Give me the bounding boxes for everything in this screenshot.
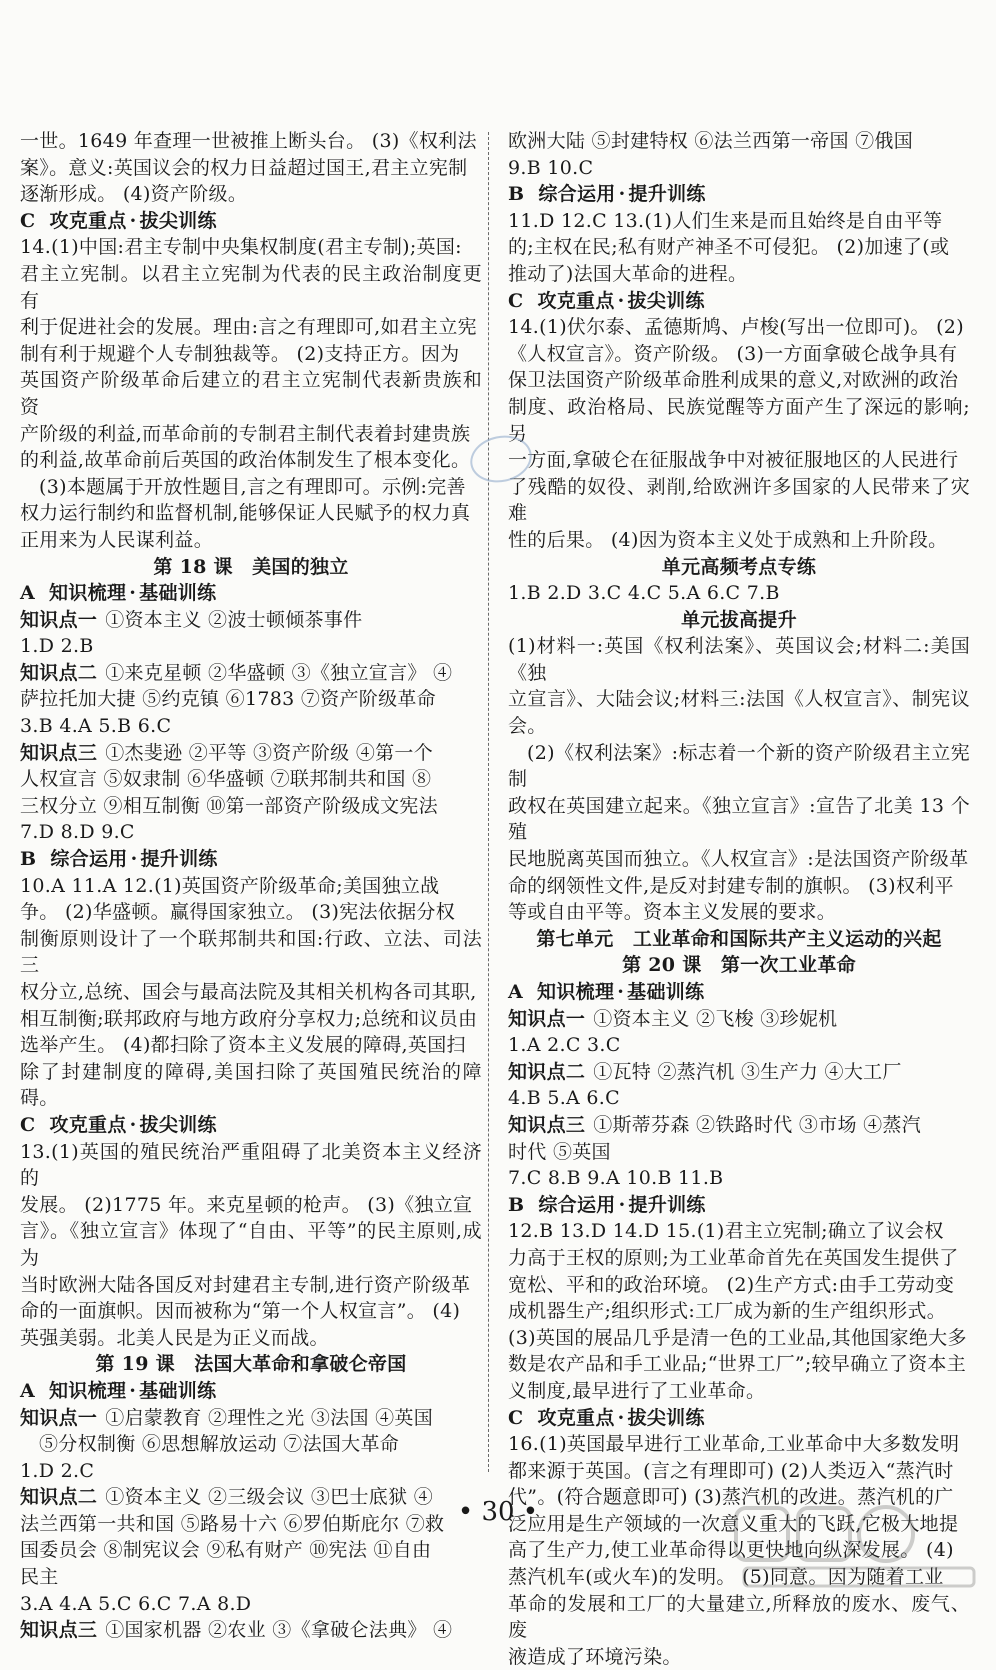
- answer-line: [20, 633, 482, 660]
- answer-text: 泛应用是生产领域的一次意义重大的飞跃,它极大地提: [508, 1512, 959, 1535]
- answer-text: ①资本主义 ②三级会议 ③巴士底狱 ④: [105, 1486, 434, 1509]
- section-bullet: ·: [129, 1379, 137, 1402]
- section-subtitle: 拔尖训练: [139, 209, 217, 232]
- section-letter: A: [508, 981, 524, 1003]
- answer-text: ①斯蒂芬森 ②铁路时代 ③市场 ④蒸汽: [593, 1113, 922, 1136]
- answer-line: [508, 1378, 970, 1405]
- answer-text: 案》。意义:英国议会的权力日益超过国王,君主立宪制: [20, 156, 468, 179]
- section-header: [20, 208, 482, 235]
- section-subtitle: 拔尖训练: [627, 1406, 705, 1429]
- section-letter: C: [20, 1113, 36, 1136]
- answer-text: 利于促进社会的发展。理由:言之有理即可,如君主立宪: [20, 316, 477, 339]
- answer-text: 代”。(符合题意即可) (3)蒸汽机的改进。蒸汽机的广: [508, 1486, 954, 1509]
- answer-text: 一方面,拿破仑在征服战争中对被征服地区的人民进行: [508, 449, 959, 472]
- knowledge-point-label: 知识点二: [20, 661, 98, 684]
- lesson-heading: 第 18 课 美国的独立: [153, 555, 349, 578]
- lesson-heading: 单元拔高提升: [681, 608, 797, 631]
- answer-text: 政权在英国建立起来。《独立宣言》:宣告了北美 13 个殖: [508, 794, 970, 844]
- answer-text: 9.B 10.C: [508, 156, 594, 179]
- section-subtitle: 基础训练: [139, 582, 217, 605]
- answer-text: 12.B 13.D 14.D 15.(1)君主立宪制;确立了议会权: [508, 1220, 944, 1243]
- answer-line: [20, 1591, 482, 1618]
- answer-text: 1.B 2.D 3.C 4.C 5.A 6.C 7.B: [508, 582, 780, 605]
- section-subtitle: 提升训练: [628, 183, 706, 206]
- answer-line: [20, 740, 482, 767]
- answer-line: [508, 1218, 970, 1245]
- answer-text: 1.D 2.B: [20, 635, 94, 658]
- section-header: [20, 1112, 482, 1139]
- answer-text: 7.D 8.D 9.C: [20, 821, 135, 844]
- answer-line: [508, 1245, 970, 1272]
- answer-text: 7.C 8.B 9.A 10.B 11.B: [508, 1167, 724, 1190]
- section-title: 攻克重点: [49, 1113, 127, 1136]
- answer-text: 的利益,故革命前后英国的政治体制发生了根本变化。: [20, 449, 471, 472]
- answer-text: 命的纲领性文件,是反对封建专制的旗帜。 (3)权利平: [508, 874, 954, 897]
- answer-text: 性的后果。 (4)因为资本主义处于成熟和上升阶段。: [508, 528, 948, 551]
- section-header: [20, 846, 482, 873]
- section-subtitle: 拔尖训练: [627, 289, 705, 312]
- answer-line: [508, 1431, 970, 1458]
- answer-line: [20, 713, 482, 740]
- answer-text: 液造成了环境污染。: [508, 1645, 682, 1668]
- answer-text: 1.D 2.C: [20, 1459, 95, 1482]
- answer-line: [20, 261, 482, 314]
- section-bullet: ·: [129, 1113, 137, 1136]
- section-subtitle: 基础训练: [627, 981, 705, 1003]
- answer-text: 革命的发展和工厂的大量建立,所释放的废水、废气、废: [508, 1592, 970, 1642]
- answer-text: 《人权宣言》。资产阶级。 (3)一方面拿破仑战争具有: [508, 342, 958, 365]
- answer-line: [20, 155, 482, 182]
- answer-line: [20, 341, 482, 368]
- answer-line: [20, 421, 482, 448]
- answer-text: 1.A 2.C 3.C: [508, 1034, 621, 1057]
- answer-text: (3)英国的展品几乎是清一色的工业品,其他国家绝大多: [508, 1326, 967, 1349]
- answer-text: ①来克星顿 ②华盛顿 ③《独立宣言》 ④: [105, 661, 453, 684]
- answer-line: [20, 1192, 482, 1219]
- section-letter: A: [20, 582, 36, 605]
- answer-text: 高了生产力,使工业革命得以更快地向纵深发展。 (4): [508, 1539, 954, 1562]
- answer-line: [20, 926, 482, 979]
- section-title: 攻克重点: [537, 1406, 615, 1429]
- answer-text: 数是农产品和手工业品;“世界工厂”;较早确立了资本主: [508, 1353, 967, 1376]
- answer-text: 11.D 12.C 13.(1)人们生来是而且始终是自由平等: [508, 209, 943, 232]
- answer-text: 4.B 5.A 6.C: [508, 1087, 620, 1110]
- section-letter: C: [508, 289, 524, 312]
- answer-text: ①国家机器 ②农业 ③《拿破仑法典》 ④: [105, 1619, 453, 1642]
- answer-line: [20, 1537, 482, 1564]
- answer-text: 宽松、平和的政治环境。 (2)生产方式:由手工劳动变: [508, 1273, 955, 1296]
- section-subtitle: 基础训练: [139, 1379, 217, 1402]
- answer-text: 人权宣言 ⑤奴隶制 ⑥华盛顿 ⑦联邦制共和国 ⑧: [20, 768, 432, 791]
- knowledge-point-label: 知识点三: [20, 741, 98, 764]
- answer-text: 时代 ⑤英国: [508, 1140, 611, 1163]
- knowledge-point-label: 知识点三: [508, 1113, 586, 1136]
- answer-text: 推动了)法国大革命的进程。: [508, 262, 748, 285]
- answer-line: [20, 607, 482, 634]
- answer-text: 力高于王权的原则;为工业革命首先在英国发生提供了: [508, 1246, 959, 1269]
- section-title: 综合运用: [50, 848, 128, 871]
- section-bullet: ·: [618, 1193, 626, 1216]
- knowledge-point-label: 知识点二: [20, 1486, 98, 1509]
- answer-line: [508, 234, 970, 261]
- answer-text: 萨拉托加大捷 ⑤约克镇 ⑥1783 ⑦资产阶级革命: [20, 688, 436, 711]
- answer-line: [508, 1112, 970, 1139]
- answer-line: [508, 1006, 970, 1033]
- answer-text: (3)本题属于开放性题目,言之有理即可。示例:完善: [39, 475, 466, 498]
- knowledge-point-label: 知识点三: [20, 1619, 98, 1642]
- answer-text: (2)《权利法案》:标志着一个新的资产阶级君主立宪制: [508, 741, 970, 791]
- answer-line: [508, 899, 970, 926]
- answer-line: [20, 1218, 482, 1271]
- answer-line: [508, 1351, 970, 1378]
- answer-text: 当时欧洲大陆各国反对封建君主专制,进行资产阶级革: [20, 1273, 471, 1296]
- answer-line: [20, 367, 482, 420]
- answer-line: [508, 740, 970, 793]
- answer-line: [508, 793, 970, 846]
- answer-line: [508, 1059, 970, 1086]
- answer-line: [508, 873, 970, 900]
- answer-line: [20, 527, 482, 554]
- answer-line: [508, 394, 970, 447]
- answer-text: 制度、政治格局、民族觉醒等方面产生了深远的影响;另: [508, 395, 970, 445]
- answer-line: [508, 1458, 970, 1485]
- section-title: 综合运用: [538, 183, 616, 206]
- section-subtitle: 提升训练: [140, 848, 218, 871]
- answer-line: [20, 979, 482, 1006]
- answer-text: 立宣言》、大陆会议;材料三:法国《人权宣言》、制宪议会。: [508, 688, 970, 738]
- answer-text: 相互制衡;联邦政府与地方政府分享权力;总统和议员由: [20, 1007, 478, 1030]
- answer-text: ①资本主义 ②飞梭 ③珍妮机: [593, 1007, 838, 1030]
- answer-line: [20, 314, 482, 341]
- answer-text: 除了封建制度的障碍,美国扫除了英国殖民统治的障碍。: [20, 1060, 482, 1110]
- answer-line: [20, 1431, 482, 1458]
- answer-text: 3.B 4.A 5.B 6.C: [20, 715, 172, 738]
- section-letter: B: [508, 183, 525, 206]
- answer-line: [508, 846, 970, 873]
- section-header: [508, 1192, 970, 1219]
- answer-line: [20, 234, 482, 261]
- answer-text: 等或自由平等。资本主义发展的要求。: [508, 901, 837, 924]
- answer-line: [508, 261, 970, 288]
- lesson-heading: 单元高频考点专练: [661, 555, 817, 578]
- answer-text: 英国资产阶级革命后建立的君主立宪制代表新贵族和资: [20, 369, 482, 418]
- answer-line: [508, 686, 970, 739]
- section-title: 攻克重点: [49, 209, 127, 232]
- answer-line: [508, 1032, 970, 1059]
- answer-line: [508, 1325, 970, 1352]
- section-bullet: ·: [129, 209, 137, 232]
- answer-line: [20, 793, 482, 820]
- answer-line: [20, 1272, 482, 1299]
- knowledge-point-label: 知识点一: [20, 608, 98, 631]
- answer-line: [508, 1165, 970, 1192]
- answer-line: [20, 1564, 482, 1591]
- answer-line: [20, 1405, 482, 1432]
- answer-text: ⑤分权制衡 ⑥思想解放运动 ⑦法国大革命: [39, 1433, 400, 1456]
- answer-line: [20, 660, 482, 687]
- answer-line: [508, 474, 970, 527]
- answer-text: 三权分立 ⑨相互制衡 ⑩第一部资产阶级成文宪法: [20, 794, 438, 817]
- answer-line: [20, 500, 482, 527]
- section-header: [508, 288, 970, 315]
- answer-text: 制衡原则设计了一个联邦制共和国:行政、立法、司法三: [20, 927, 482, 977]
- answer-text: 命的一面旗帜。因而被称为“第一个人权宣言”。 (4): [20, 1300, 461, 1323]
- knowledge-point-label: 知识点一: [508, 1007, 586, 1030]
- lesson-heading: 第 20 课 第一次工业革命: [622, 954, 856, 977]
- knowledge-point-label: 知识点一: [20, 1406, 98, 1429]
- answer-line: [508, 314, 970, 341]
- answer-line: [508, 367, 970, 394]
- answer-text: 制有利于规避个人专制独裁等。 (2)支持正方。因为: [20, 342, 460, 365]
- answer-text: 权力运行制约和监督机制,能够保证人民赋予的权力真: [20, 502, 471, 525]
- answer-text: 选举产生。 (4)都扫除了资本主义发展的障碍,英国扫: [20, 1034, 466, 1057]
- answer-line: [508, 155, 970, 182]
- answer-line: [20, 766, 482, 793]
- right-column: [508, 128, 970, 1670]
- answer-text: 都来源于英国。(言之有理即可) (2)人类迈入“蒸汽时: [508, 1459, 954, 1482]
- answer-line: [20, 181, 482, 208]
- answer-text: 言》。《独立宣言》体现了“自由、平等”的民主原则,成为: [20, 1220, 482, 1269]
- section-title: 知识梳理: [537, 981, 615, 1003]
- answer-text: 10.A 11.A 12.(1)英国资产阶级革命;美国独立战: [20, 874, 440, 897]
- answer-line: [20, 819, 482, 846]
- section-header: [508, 181, 970, 208]
- answer-line: [20, 1139, 482, 1192]
- lesson-heading: 第 19 课 法国大革命和拿破仑帝国: [95, 1353, 407, 1376]
- answer-line: [20, 873, 482, 900]
- section-subtitle: 拔尖训练: [139, 1113, 217, 1136]
- page-number: • 30 •: [457, 1497, 539, 1527]
- answer-text: 逐渐形成。 (4)资产阶级。: [20, 183, 248, 206]
- answer-text: 权分立,总统、国会与最高法院及其相关机构各司其职,: [20, 981, 477, 1003]
- answer-text: 义制度,最早进行了工业革命。: [508, 1379, 766, 1402]
- answer-line: [508, 1272, 970, 1299]
- answer-line: [508, 1298, 970, 1325]
- answer-text: 产阶级的利益,而革命前的专制君主制代表着封建贵族: [20, 422, 471, 445]
- answer-text: 3.A 4.A 5.C 6.C 7.A 8.D: [20, 1592, 252, 1615]
- answer-text: 一世。1649 年查理一世被推上断头台。 (3)《权利法: [20, 130, 477, 152]
- section-header: [508, 1405, 970, 1432]
- answer-line: [20, 1617, 482, 1644]
- answer-text: (1)材料一:英国《权利法案》、英国议会;材料二:美国《独: [508, 635, 970, 684]
- answer-text: 16.(1)英国最早进行工业革命,工业革命中大多数发明: [508, 1433, 960, 1456]
- answer-line: [20, 1032, 482, 1059]
- answer-line: [20, 1325, 482, 1352]
- answer-text: ①杰斐逊 ②平等 ③资产阶级 ④第一个: [105, 741, 434, 764]
- answer-line: [508, 1139, 970, 1166]
- answer-line: [508, 527, 970, 554]
- answer-line: [20, 474, 482, 501]
- answer-text: 民地脱离英国而独立。《人权宣言》:是法国资产阶级革: [508, 848, 969, 871]
- answer-line: [508, 1644, 970, 1670]
- section-bullet: ·: [618, 183, 626, 206]
- section-bullet: ·: [617, 981, 625, 1003]
- answer-text: 法兰西第一共和国 ⑤路易十六 ⑥罗伯斯庇尔 ⑦救: [20, 1512, 445, 1535]
- answer-line: [508, 580, 970, 607]
- answer-line: [508, 633, 970, 686]
- answer-line: [508, 208, 970, 235]
- section-letter: C: [20, 209, 36, 232]
- answer-text: 14.(1)伏尔泰、孟德斯鸠、卢梭(写出一位即可)。 (2): [508, 316, 964, 339]
- section-subtitle: 提升训练: [628, 1193, 706, 1216]
- answer-text: 13.(1)英国的殖民统治严重阻碍了北美资本主义经济的: [20, 1140, 482, 1190]
- section-title: 综合运用: [538, 1193, 616, 1216]
- answer-line: [508, 1085, 970, 1112]
- answer-text: 欧洲大陆 ⑤封建特权 ⑥法兰西第一帝国 ⑦俄国: [508, 130, 914, 152]
- answer-text: 争。 (2)华盛顿。赢得国家独立。 (3)宪法依据分权: [20, 901, 456, 924]
- answer-line: [20, 128, 482, 155]
- answer-text: 14.(1)中国:君主专制中央集权制度(君主专制);英国:: [20, 236, 462, 259]
- section-letter: A: [20, 1379, 36, 1402]
- answer-line: [20, 1458, 482, 1485]
- section-title: 攻克重点: [537, 289, 615, 312]
- section-header: [508, 979, 970, 1006]
- answer-text: 发展。 (2)1775 年。来克星顿的枪声。 (3)《独立宣: [20, 1193, 473, 1216]
- knowledge-point-label: 知识点二: [508, 1060, 586, 1083]
- answer-text: ①启蒙教育 ②理性之光 ③法国 ④英国: [105, 1406, 434, 1429]
- answer-text: 成机器生产;组织形式:工厂成为新的生产组织形式。: [508, 1300, 947, 1323]
- answer-text: 民主: [20, 1566, 59, 1589]
- answer-line: [508, 341, 970, 368]
- section-bullet: ·: [129, 582, 137, 605]
- answer-text: 君主立宪制。以君主立宪制为代表的民主政治制度更有: [20, 262, 482, 312]
- section-letter: B: [20, 848, 37, 871]
- section-letter: B: [508, 1193, 525, 1216]
- section-letter: C: [508, 1406, 524, 1429]
- left-column: [20, 128, 482, 1644]
- answer-line: [508, 128, 970, 155]
- section-bullet: ·: [617, 1406, 625, 1429]
- answer-text: 国委员会 ⑧制宪议会 ⑨私有财产 ⑩宪法 ⑪自由: [20, 1539, 432, 1562]
- lesson-heading: 第七单元 工业革命和国际共产主义运动的兴起: [536, 927, 942, 950]
- answer-line: [20, 1006, 482, 1033]
- answer-line: [20, 1059, 482, 1112]
- answer-line: [508, 447, 970, 474]
- column-divider: [488, 132, 489, 1472]
- answer-text: ①瓦特 ②蒸汽机 ③生产力 ④大工厂: [593, 1060, 902, 1083]
- section-title: 知识梳理: [49, 582, 127, 605]
- section-header: [20, 1378, 482, 1405]
- answer-text: 正用来为人民谋利益。: [20, 528, 214, 551]
- answer-text: ①资本主义 ②波士顿倾茶事件: [105, 608, 363, 631]
- section-bullet: ·: [130, 848, 138, 871]
- answer-line: [20, 447, 482, 474]
- answer-text: 保卫法国资产阶级革命胜利成果的意义,对欧洲的政治: [508, 369, 959, 392]
- answer-text: 了残酷的奴役、剥削,给欧洲许多国家的人民带来了灾难: [508, 475, 970, 525]
- answer-line: [20, 1298, 482, 1325]
- answer-line: [20, 899, 482, 926]
- section-bullet: ·: [617, 289, 625, 312]
- answer-line: [508, 1591, 970, 1644]
- answer-line: [20, 686, 482, 713]
- answer-text: 蒸汽机车(或火车)的发明。 (5)同意。因为随着工业: [508, 1566, 944, 1589]
- answer-text: 的;主权在民;私有财产神圣不可侵犯。 (2)加速了(或: [508, 236, 950, 259]
- section-title: 知识梳理: [49, 1379, 127, 1402]
- answer-text: 英强美弱。北美人民是为正义而战。: [20, 1326, 329, 1349]
- section-header: [20, 580, 482, 607]
